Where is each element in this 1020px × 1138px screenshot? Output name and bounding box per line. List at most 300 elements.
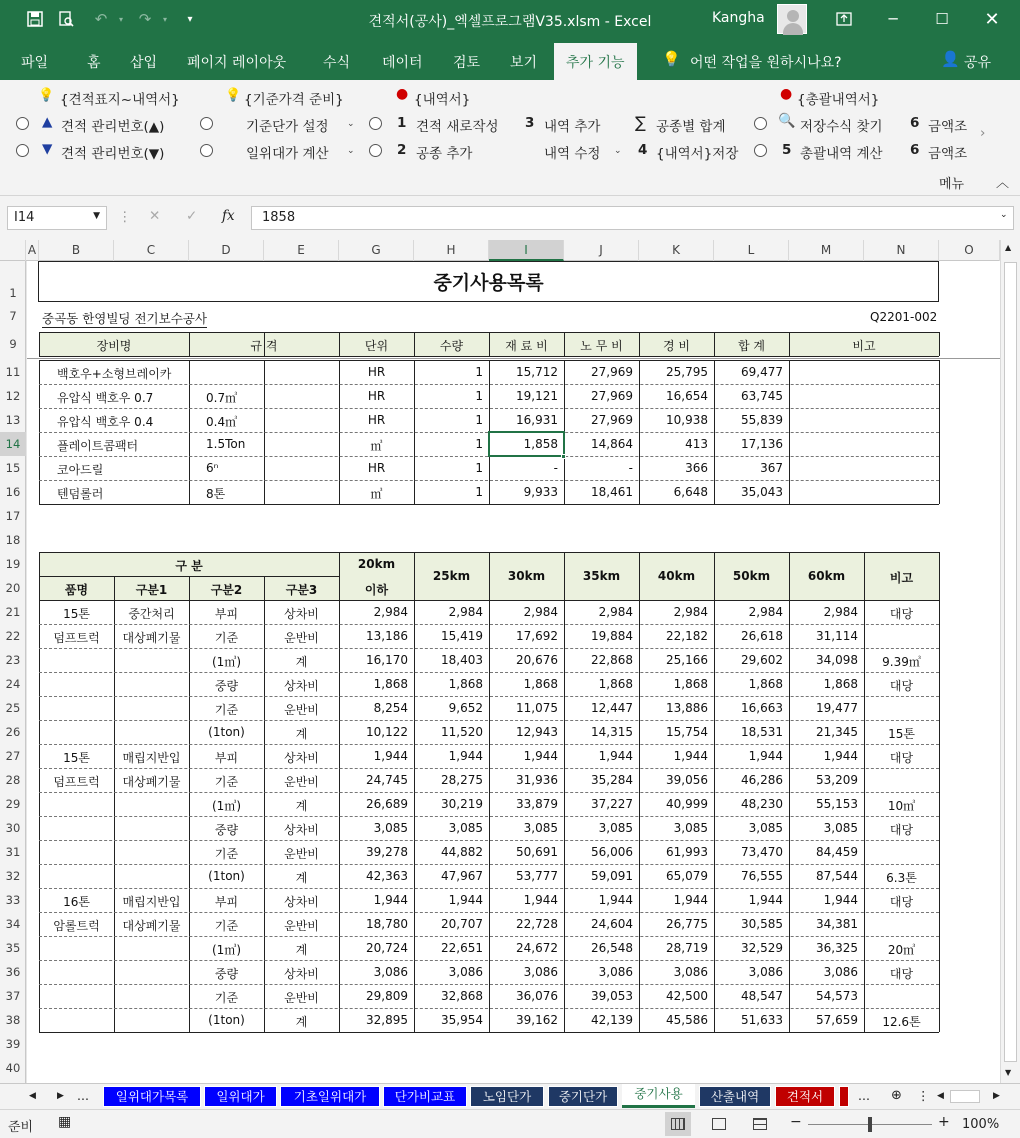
haul-class3: 계 — [295, 871, 308, 885]
sheet-tab[interactable]: ... — [70, 1086, 96, 1107]
haul-cost-cell: 54,573 — [816, 989, 858, 1003]
bulb-yellow-icon: 💡 — [38, 88, 55, 103]
row-header[interactable]: 26 — [5, 725, 21, 739]
row-header[interactable]: 29 — [5, 797, 21, 811]
equipment-spec: 1.5Ton — [206, 437, 246, 451]
haul-cost-cell: 13,886 — [666, 701, 708, 715]
equipment-header-cell: 비고 — [852, 339, 876, 353]
row-header[interactable]: 31 — [5, 845, 21, 859]
add-item-button[interactable]: 내역 추가 — [544, 119, 601, 135]
name-box-dropdown-icon[interactable]: ▼ — [93, 211, 100, 221]
equipment-unit: ㎥ — [370, 439, 383, 453]
equipment-qty: 1 — [475, 485, 483, 499]
tell-me-search[interactable]: 어떤 작업을 원하시나요? — [690, 55, 842, 71]
project-name: 중곡동 한영빌딩 전기보수공사 — [42, 311, 207, 326]
page-layout-view-icon[interactable] — [712, 1118, 726, 1130]
equipment-labor-cost: 18,461 — [591, 485, 633, 499]
haul-cost-cell: 17,692 — [516, 629, 558, 643]
equipment-total: 69,477 — [741, 365, 783, 379]
tab-insert[interactable]: 삽입 — [130, 55, 158, 71]
est-number-down-button[interactable]: 견적 관리번호(▼) — [61, 146, 165, 162]
window-title: 견적서(공사)_엑셀프로그램V35.xlsm - Excel — [368, 14, 652, 30]
haul-class2: 부피 — [214, 751, 239, 765]
formula-bar — [0, 196, 1020, 240]
ribbon — [0, 80, 1020, 196]
haul-cost-cell: 8,254 — [373, 701, 408, 715]
haul-cost-cell: 36,325 — [816, 941, 858, 955]
row-header[interactable]: 20 — [5, 581, 21, 595]
vertical-scrollbar[interactable] — [1000, 240, 1020, 1083]
row-header[interactable]: 23 — [5, 653, 21, 667]
haul-note: 대당 — [889, 679, 914, 693]
zoom-level[interactable]: 100% — [962, 1117, 1000, 1132]
haul-class2: 기준 — [214, 919, 239, 933]
haul-cost-cell: 1,944 — [673, 893, 708, 907]
row-header[interactable]: 1 — [9, 286, 17, 300]
sheet-tab[interactable]: 노임단가 — [470, 1086, 544, 1107]
haul-cost-cell: 21,345 — [816, 725, 858, 739]
bulb-red-icon: ● — [396, 86, 409, 102]
haul-cost-cell: 28,275 — [441, 773, 483, 787]
sheet-tab[interactable]: 중기단가 — [548, 1086, 618, 1107]
haul-class3: 계 — [295, 1015, 308, 1029]
haul-class3: 운반비 — [284, 991, 319, 1005]
haul-cost-cell: 1,944 — [673, 749, 708, 763]
hscroll-right-icon[interactable]: ▶ — [993, 1091, 1000, 1101]
haul-cost-cell: 87,544 — [816, 869, 858, 883]
radio-base-price[interactable] — [200, 117, 213, 130]
enter-check-icon[interactable]: ✓ — [186, 208, 198, 224]
equipment-spec: 6ⁿ — [206, 461, 219, 475]
haul-cost-cell: 18,531 — [741, 725, 783, 739]
haul-cost-cell: 14,315 — [591, 725, 633, 739]
col-header-selected[interactable]: I — [489, 240, 564, 261]
equipment-material-cost[interactable]: 1,858 — [523, 437, 558, 451]
haul-class3: 운반비 — [284, 703, 319, 717]
scroll-up-icon[interactable]: ▲ — [1005, 243, 1012, 252]
radio-summary-calc[interactable] — [754, 144, 767, 157]
bulb-outline-icon: 💡 — [225, 88, 242, 103]
normal-view-icon[interactable] — [665, 1112, 691, 1136]
tab-view[interactable]: 보기 — [510, 55, 538, 71]
haul-cost-cell: 76,555 — [741, 869, 783, 883]
haul-class2: 부피 — [214, 607, 239, 621]
haul-class1: 매립지반입 — [122, 895, 181, 909]
sigma-icon: ∑ — [635, 113, 646, 132]
eq-row-divider — [39, 408, 939, 409]
haul-cost-cell: 61,993 — [666, 845, 708, 859]
ribbon-display-icon[interactable] — [824, 6, 864, 32]
chevron-down-icon[interactable]: ⌄ — [347, 119, 355, 129]
ribbon-group-detail: {내역서} — [414, 92, 471, 108]
formula-input[interactable] — [251, 206, 1014, 230]
haul-cost-cell: 2,984 — [598, 605, 633, 619]
share-person-icon: 👤 — [941, 50, 960, 68]
radio-est-up[interactable] — [16, 117, 29, 130]
haul-cost-cell: 24,745 — [366, 773, 408, 787]
sheet-title: 중기사용목록 — [433, 272, 544, 294]
radio-est-down[interactable] — [16, 144, 29, 157]
haul-cost-cell: 2,984 — [823, 605, 858, 619]
row-header[interactable]: 34 — [5, 917, 21, 931]
haul-cost-cell: 1,944 — [448, 749, 483, 763]
sheet-tab[interactable]: 단가비교표 — [383, 1086, 467, 1107]
col-header[interactable]: J — [564, 240, 639, 261]
tab-scroll-right-icon[interactable]: ▶ — [57, 1091, 64, 1101]
haul-cost-cell: 32,529 — [741, 941, 783, 955]
equipment-total: 367 — [760, 461, 783, 475]
equipment-expense: 413 — [685, 437, 708, 451]
maximize-icon[interactable]: ☐ — [935, 10, 949, 28]
haul-note: 대당 — [889, 895, 914, 909]
scroll-thumb[interactable] — [1004, 262, 1017, 1062]
row-header[interactable]: 13 — [5, 413, 21, 427]
equipment-qty: 1 — [475, 461, 483, 475]
equipment-header-cell: 재 료 비 — [505, 339, 548, 353]
insert-function-icon[interactable]: fx — [222, 208, 235, 224]
row-header[interactable]: 21 — [5, 605, 21, 619]
ribbon-group-label: 메뉴 — [939, 177, 965, 192]
chevron-down-icon[interactable]: ⌄ — [347, 146, 355, 156]
worksheet[interactable] — [27, 261, 1000, 1083]
bulb-red-icon-2: ● — [780, 86, 793, 102]
equipment-unit: HR — [367, 389, 386, 403]
status-ready: 준비 — [8, 1120, 34, 1135]
haul-cost-cell: 25,166 — [666, 653, 708, 667]
radio-add-type[interactable] — [369, 144, 382, 157]
haul-cost-cell: 42,500 — [666, 989, 708, 1003]
haul-cost-cell: 9,652 — [448, 701, 483, 715]
row-header[interactable]: 25 — [5, 701, 21, 715]
zoom-in-icon[interactable]: + — [938, 1114, 950, 1130]
select-all-corner[interactable] — [0, 240, 26, 261]
col-header[interactable]: L — [714, 240, 789, 261]
row-header[interactable]: 33 — [5, 893, 21, 907]
haul-cost-cell: 3,086 — [448, 965, 483, 979]
sheet-tab[interactable]: 산출내역 — [699, 1086, 771, 1107]
save-item-number: 4 — [638, 142, 648, 158]
share-button[interactable]: 공유 — [964, 55, 992, 71]
equipment-name: 백호우+소형브레이카 — [57, 367, 172, 381]
tab-splitter-icon[interactable]: ⋮ — [917, 1088, 930, 1103]
haul-cost-cell: 39,056 — [666, 773, 708, 787]
haul-cost-cell: 2,984 — [523, 605, 558, 619]
col-header[interactable]: D — [189, 240, 264, 261]
row-header[interactable]: 37 — [5, 989, 21, 1003]
haul-cost-cell: 2,984 — [448, 605, 483, 619]
unit-calc-button[interactable]: 일위대가 계산 — [246, 146, 329, 162]
customize-toolbar-icon[interactable]: ▾ — [187, 13, 193, 25]
haul-cost-cell: 33,879 — [516, 797, 558, 811]
row-header[interactable]: 9 — [9, 337, 17, 351]
haul-cost-cell: 1,868 — [748, 677, 783, 691]
haul-class1: 대상폐기물 — [122, 775, 181, 789]
col-header[interactable]: E — [264, 240, 339, 261]
amount-number-2: 6 — [910, 142, 920, 158]
eq-vline — [939, 332, 940, 356]
zoom-slider-thumb[interactable] — [868, 1117, 872, 1132]
equipment-expense: 366 — [685, 461, 708, 475]
haul-cost-cell: 26,618 — [741, 629, 783, 643]
equipment-header-cell: 장비명 — [96, 339, 132, 353]
haul-class3: 상차비 — [284, 967, 319, 981]
hscroll-thumb[interactable] — [950, 1090, 980, 1103]
tab-review[interactable]: 검토 — [453, 55, 481, 71]
row-header[interactable]: 32 — [5, 869, 21, 883]
ribbon-scroll-right-icon[interactable]: › — [980, 125, 986, 141]
est-number-up-button[interactable]: 견적 관리번호(▲) — [61, 119, 165, 135]
haul-cost-cell: 2,984 — [373, 605, 408, 619]
save-detail-button[interactable]: {내역서}저장 — [656, 146, 739, 162]
equipment-material-cost[interactable]: 9,933 — [523, 485, 558, 499]
row-header[interactable]: 30 — [5, 821, 21, 835]
haul-class2: (1㎥) — [212, 943, 241, 957]
name-box[interactable] — [7, 206, 107, 230]
equipment-qty: 1 — [475, 437, 483, 451]
user-name[interactable]: Kangha — [712, 10, 765, 26]
row-header[interactable]: 15 — [5, 461, 21, 475]
haul-row-divider — [39, 936, 939, 937]
row-header[interactable]: 28 — [5, 773, 21, 787]
tab-formulas[interactable]: 수식 — [323, 55, 351, 71]
tab-add-ins[interactable]: 추가 기능 — [554, 43, 637, 80]
haul-class3: 상차비 — [284, 679, 319, 693]
col-header[interactable]: B — [39, 240, 114, 261]
equipment-header-cell: 합 계 — [738, 339, 765, 353]
fill-handle[interactable] — [561, 454, 566, 459]
col-header[interactable]: A — [26, 240, 39, 261]
haul-cost-cell: 59,091 — [591, 869, 633, 883]
row-header[interactable]: 17 — [5, 509, 21, 523]
equipment-expense: 25,795 — [666, 365, 708, 379]
row-header[interactable]: 19 — [5, 557, 21, 571]
col-header[interactable]: C — [114, 240, 189, 261]
equipment-material-cost[interactable]: 15,712 — [516, 365, 558, 379]
triangle-down-icon: ▼ — [42, 141, 53, 157]
row-header[interactable]: 16 — [5, 485, 21, 499]
haul-class3: 상차비 — [284, 607, 319, 621]
haul-note: 대당 — [889, 751, 914, 765]
haul-cost-cell: 1,944 — [748, 749, 783, 763]
haul-cost-cell: 46,286 — [741, 773, 783, 787]
new-estimate-button[interactable]: 견적 새로작성 — [416, 119, 499, 135]
ribbon-group-summary: {총괄내역서} — [797, 92, 880, 108]
haul-cost-cell: 16,663 — [741, 701, 783, 715]
haul-cost-cell: 26,689 — [366, 797, 408, 811]
haul-row-divider — [39, 672, 939, 673]
col-header[interactable]: K — [639, 240, 714, 261]
radio-unit-calc[interactable] — [200, 144, 213, 157]
haul-row-divider — [39, 864, 939, 865]
haul-cost-cell: 29,809 — [366, 989, 408, 1003]
haul-dist-header: 25km — [432, 569, 471, 583]
page-break-view-icon[interactable] — [753, 1118, 767, 1130]
row-header[interactable]: 24 — [5, 677, 21, 691]
radio-new-est[interactable] — [369, 117, 382, 130]
equipment-name: 유압식 백호우 0.4 — [57, 415, 154, 429]
row-header[interactable]: 18 — [5, 533, 21, 547]
row-header[interactable]: 27 — [5, 749, 21, 763]
haul-cost-cell: 3,085 — [748, 821, 783, 835]
tab-home[interactable]: 홈 — [87, 55, 101, 71]
sheet-tab[interactable]: 일위대가 — [204, 1086, 277, 1107]
haul-cost-cell: 42,139 — [591, 1013, 633, 1027]
haul-class3: 상차비 — [284, 823, 319, 837]
haul-row-divider — [39, 960, 939, 961]
haul-border-bottom — [39, 1032, 939, 1033]
haul-class2: 기준 — [214, 631, 239, 645]
equipment-material-cost[interactable]: 16,931 — [516, 413, 558, 427]
haul-note: 15톤 — [888, 727, 915, 741]
sheet-tab[interactable]: ... — [851, 1086, 877, 1107]
row-header[interactable]: 39 — [5, 1037, 21, 1051]
column-headers — [0, 240, 1000, 261]
equipment-unit: HR — [367, 461, 386, 475]
amount-button-2[interactable]: 금액조 — [928, 146, 968, 162]
row-header-selected[interactable]: 14 — [0, 432, 26, 456]
edit-item-button[interactable]: 내역 수정 — [544, 146, 601, 162]
haul-cost-cell: 39,162 — [516, 1013, 558, 1027]
sheet-tab[interactable]: 일위대가목록 — [103, 1086, 201, 1107]
new-est-number: 1 — [397, 115, 407, 131]
add-work-type-button[interactable]: 공종 추가 — [416, 146, 473, 162]
tab-scroll-left-icon[interactable]: ◀ — [29, 1091, 36, 1101]
equipment-labor-cost: 27,969 — [591, 413, 633, 427]
redo-dropdown-icon[interactable]: ▾ — [162, 14, 167, 24]
undo-dropdown-icon[interactable]: ▾ — [118, 14, 123, 24]
equipment-labor-cost: 27,969 — [591, 365, 633, 379]
sheet-tab[interactable]: 기초일위대가 — [280, 1086, 380, 1107]
ribbon-group-base-price: {기준가격 준비} — [244, 92, 344, 108]
find-formula-button[interactable]: 저장수식 찾기 — [800, 119, 883, 135]
row-header[interactable]: 12 — [5, 389, 21, 403]
haul-note: 대당 — [889, 607, 914, 621]
row-header[interactable]: 11 — [5, 365, 21, 379]
haul-class2: 기준 — [214, 991, 239, 1005]
equipment-spec: 8톤 — [206, 487, 226, 501]
sum-by-type-button[interactable]: 공종별 합계 — [656, 119, 726, 135]
new-sheet-icon[interactable]: ⊕ — [891, 1088, 902, 1103]
haul-cost-cell: 1,868 — [523, 677, 558, 691]
equipment-expense: 16,654 — [666, 389, 708, 403]
selected-cell[interactable] — [488, 431, 565, 457]
document-code: Q2201-002 — [870, 310, 938, 324]
haul-cost-cell: 11,075 — [516, 701, 558, 715]
haul-cost-cell: 1,868 — [823, 677, 858, 691]
undo-icon[interactable]: ↶ — [94, 10, 108, 28]
haul-cost-cell: 53,209 — [816, 773, 858, 787]
row-header[interactable]: 40 — [5, 1061, 21, 1075]
add-type-number: 2 — [397, 142, 407, 158]
row-header[interactable]: 36 — [5, 965, 21, 979]
haul-cost-cell: 30,219 — [441, 797, 483, 811]
haul-cost-cell: 1,944 — [448, 893, 483, 907]
user-avatar[interactable] — [777, 4, 807, 34]
haul-cost-cell: 22,182 — [666, 629, 708, 643]
haul-dist-header: 40km — [657, 569, 696, 583]
cancel-icon[interactable]: ✕ — [149, 208, 161, 224]
chevron-down-icon[interactable]: ⌄ — [614, 146, 622, 156]
haul-dist-header: 50km — [732, 569, 771, 583]
col-header[interactable]: H — [414, 240, 489, 261]
haul-cost-cell: 20,724 — [366, 941, 408, 955]
equipment-unit: ㎥ — [370, 487, 383, 501]
close-icon[interactable]: ✕ — [984, 8, 1000, 30]
haul-cost-cell: 3,085 — [523, 821, 558, 835]
equipment-total: 55,839 — [741, 413, 783, 427]
eq-row-divider — [39, 480, 939, 481]
equipment-total: 17,136 — [741, 437, 783, 451]
sheet-tab[interactable]: 견적서 — [775, 1086, 835, 1107]
haul-cost-cell: 73,470 — [741, 845, 783, 859]
haul-cost-cell: 18,780 — [366, 917, 408, 931]
col-header[interactable]: G — [339, 240, 414, 261]
tab-page-layout[interactable]: 페이지 레이아웃 — [187, 55, 287, 71]
equipment-unit: HR — [367, 365, 386, 379]
row-header[interactable]: 35 — [5, 941, 21, 955]
haul-class3: 상차비 — [284, 895, 319, 909]
expand-formula-bar-icon[interactable]: ⌄ — [1000, 210, 1008, 220]
row-header[interactable]: 22 — [5, 629, 21, 643]
col-header[interactable]: O — [939, 240, 1000, 261]
equipment-name: 플레이트콤팩터 — [57, 439, 139, 453]
equipment-material-cost[interactable]: - — [553, 461, 558, 475]
row-header[interactable]: 38 — [5, 1013, 21, 1027]
col-header[interactable]: M — [789, 240, 864, 261]
haul-cost-cell: 45,586 — [666, 1013, 708, 1027]
tab-file[interactable]: 파일 — [21, 55, 49, 71]
tab-data[interactable]: 데이터 — [382, 55, 423, 71]
minimize-icon[interactable]: ─ — [888, 10, 898, 28]
haul-dist-header: 35km — [582, 569, 621, 583]
haul-dist-header: 20km — [357, 557, 396, 571]
haul-cost-cell: 34,098 — [816, 653, 858, 667]
haul-group-header: 구 분 — [175, 559, 203, 573]
base-price-button[interactable]: 기준단가 설정 — [246, 119, 329, 135]
haul-cost-cell: 32,868 — [441, 989, 483, 1003]
haul-cost-cell: 3,086 — [373, 965, 408, 979]
row-headers — [0, 261, 26, 1083]
summary-calc-number: 5 — [782, 142, 792, 158]
haul-cost-cell: 12,943 — [516, 725, 558, 739]
hscroll-left-icon[interactable]: ◀ — [937, 1091, 944, 1101]
amount-number-1: 6 — [910, 115, 920, 131]
row-header[interactable]: 7 — [9, 309, 17, 323]
sheet-tab[interactable] — [839, 1086, 849, 1107]
summary-calc-button[interactable]: 총괄내역 계산 — [800, 146, 883, 162]
collapse-ribbon-icon[interactable]: ︿ — [996, 176, 1010, 191]
macro-record-icon[interactable]: ▦ — [58, 1114, 72, 1130]
amount-button-1[interactable]: 금액조 — [928, 119, 968, 135]
haul-cost-cell: 19,477 — [816, 701, 858, 715]
haul-cost-cell: 55,153 — [816, 797, 858, 811]
zoom-out-icon[interactable]: − — [790, 1114, 802, 1130]
haul-class2: 부피 — [214, 895, 239, 909]
sheet-tab-active[interactable]: 중기사용 — [622, 1084, 695, 1108]
equipment-material-cost[interactable]: 19,121 — [516, 389, 558, 403]
haul-cost-cell: 1,944 — [598, 749, 633, 763]
redo-icon[interactable]: ↷ — [138, 10, 152, 28]
haul-item-name: 16톤 — [63, 895, 90, 909]
equipment-header-cell: 단위 — [364, 339, 389, 353]
col-header[interactable]: N — [864, 240, 939, 261]
scroll-down-icon[interactable]: ▼ — [1005, 1068, 1012, 1077]
radio-find-formula[interactable] — [754, 117, 767, 130]
haul-class3: 계 — [295, 943, 308, 957]
haul-cost-cell: 3,086 — [598, 965, 633, 979]
haul-cost-cell: 30,585 — [741, 917, 783, 931]
haul-item-name: 덤프트럭 — [53, 631, 100, 645]
